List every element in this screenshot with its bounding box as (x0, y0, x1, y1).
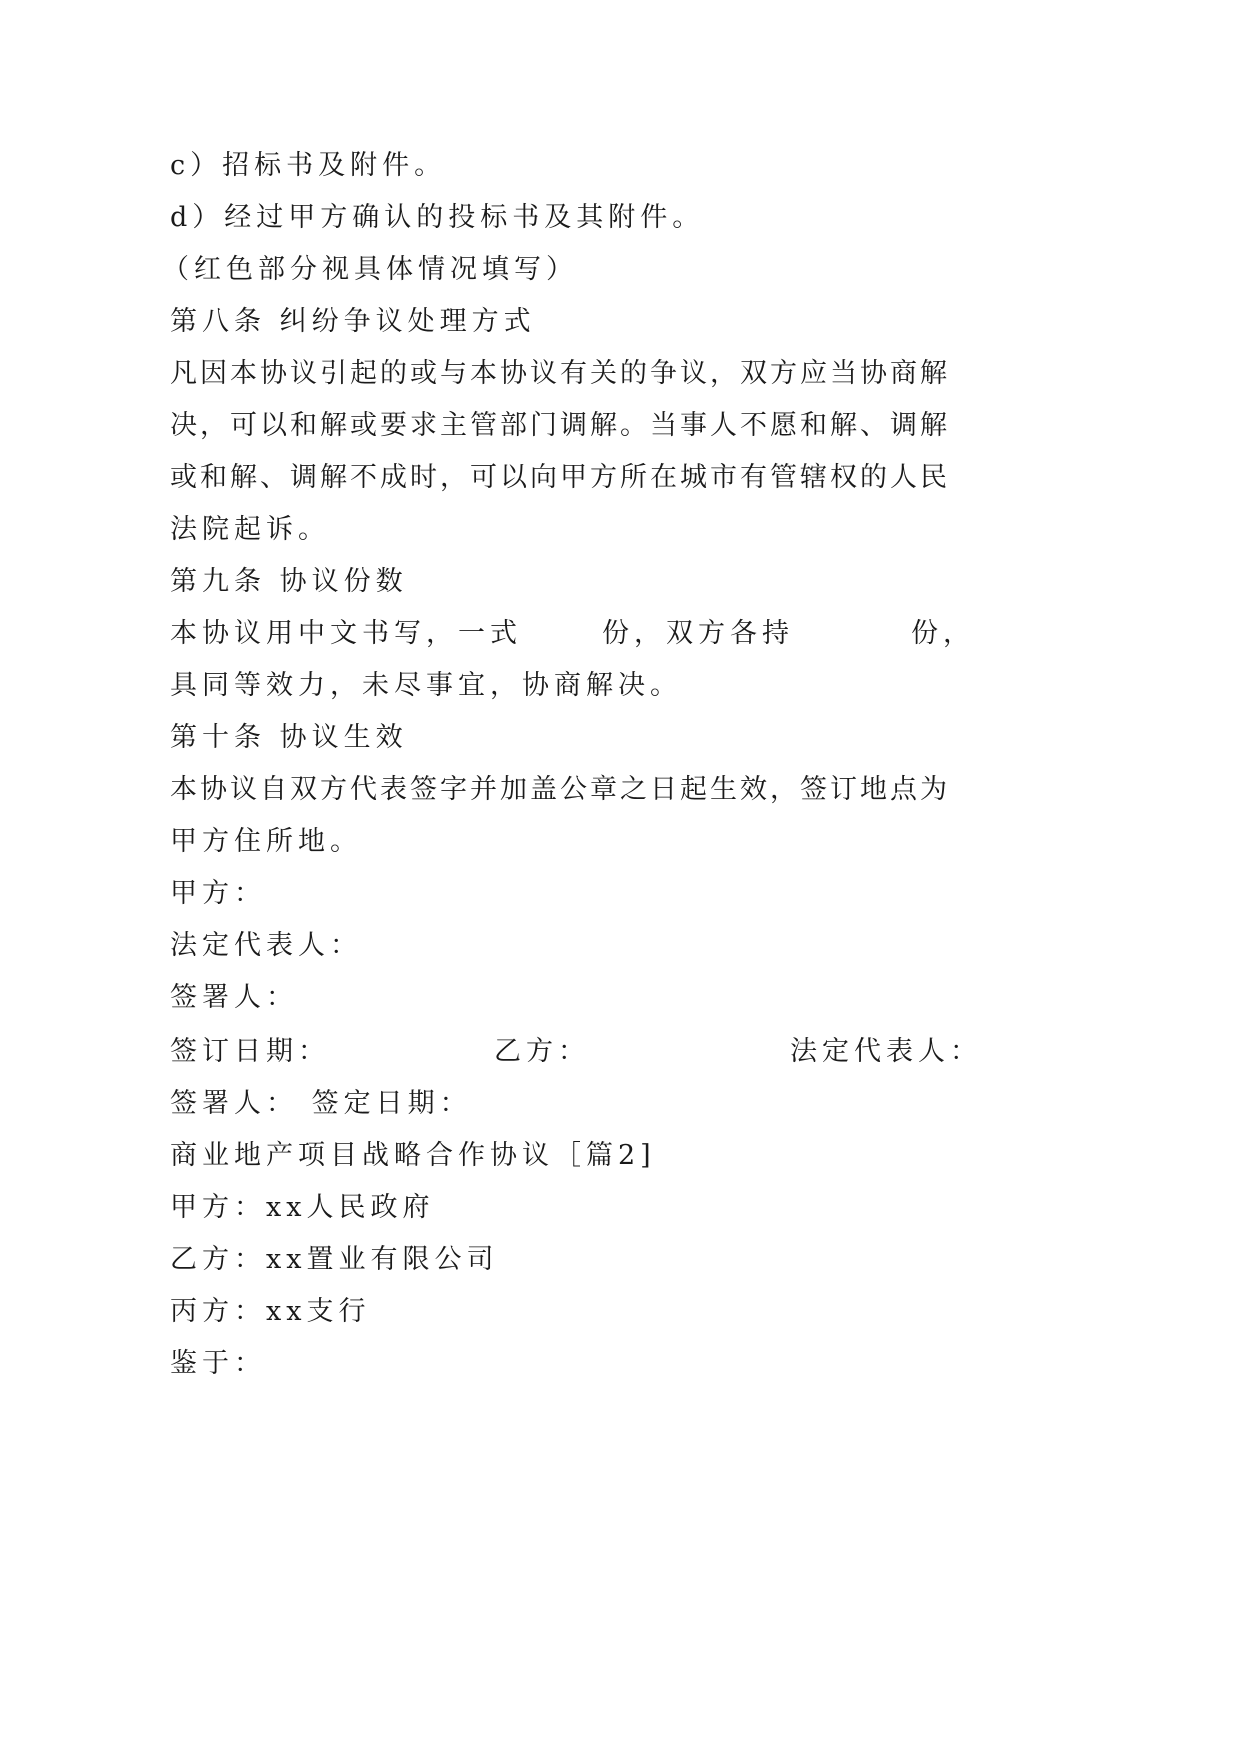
party-b-legal-representative-label: 法定代表人： (790, 1036, 982, 1067)
article-9-heading: 第九条 协议份数 (170, 566, 408, 597)
party-b-label: 乙方： (494, 1036, 590, 1067)
article-8-paragraph-line: 法院起诉。 (170, 514, 330, 545)
article-9-copies-text: 份， (911, 618, 975, 649)
document-2-party-b: 乙方：xx置业有限公司 (170, 1244, 499, 1275)
article-9-paragraph-line: 具同等效力，未尽事宜，协商解决。 (170, 670, 682, 701)
document-2-party-a: 甲方：xx人民政府 (170, 1192, 435, 1223)
party-a-label: 甲方： (170, 878, 266, 909)
article-10-heading: 第十条 协议生效 (170, 722, 408, 753)
signatory-and-date-row: 签署人： 签定日期： (170, 1088, 472, 1119)
red-part-note: （红色部分视具体情况填写） (162, 254, 578, 285)
article-10-paragraph-line: 甲方住所地。 (170, 826, 362, 857)
signatory-label: 签署人： (170, 982, 298, 1013)
legal-representative-label: 法定代表人： (170, 930, 362, 961)
list-item-c: c）招标书及附件。 (170, 150, 447, 181)
signing-date-label: 签订日期： (170, 1036, 330, 1067)
list-item-d: d）经过甲方确认的投标书及其附件。 (170, 202, 705, 233)
article-8-paragraph-line: 或和解、调解不成时，可以向甲方所在城市有管辖权的人民 (170, 462, 950, 493)
article-8-paragraph-line: 凡因本协议引起的或与本协议有关的争议，双方应当协商解 (170, 358, 950, 389)
article-8-paragraph-line: 决，可以和解或要求主管部门调解。当事人不愿和解、调解 (170, 410, 950, 441)
document-2-party-c: 丙方：xx支行 (170, 1296, 371, 1327)
whereas-label: 鉴于： (170, 1348, 266, 1379)
article-9-copies-text: 份，双方各持 (602, 618, 794, 649)
article-8-heading: 第八条 纠纷争议处理方式 (170, 306, 536, 337)
document-2-title: 商业地产项目战略合作协议［篇2] (170, 1140, 656, 1171)
article-9-copies-text: 本协议用中文书写，一式 (170, 618, 522, 649)
article-10-paragraph-line: 本协议自双方代表签字并加盖公章之日起生效，签订地点为 (170, 774, 950, 805)
